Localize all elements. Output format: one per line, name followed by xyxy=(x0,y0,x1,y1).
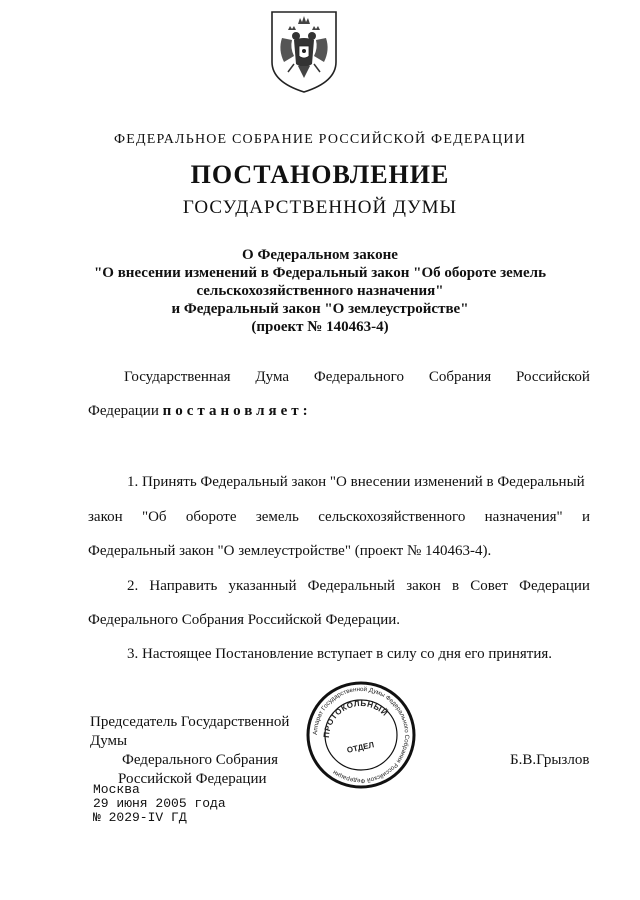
stamp-ring-text: Аппарат Государственной Думы Федерального Собрания Российской Федерации xyxy=(311,685,411,785)
word: Собрания xyxy=(428,369,492,385)
word: сельскохозяйственного xyxy=(318,509,466,525)
word: Государственная xyxy=(124,369,231,385)
subject-line: "О внесении изменений в Федеральный закон "Об обороте земель xyxy=(93,265,547,281)
word: Совет xyxy=(470,578,508,594)
word: в xyxy=(451,578,460,594)
word: Направить xyxy=(149,578,218,594)
preamble-text: Федерации xyxy=(88,403,163,419)
word: указанный xyxy=(228,578,297,594)
signatory-title-line: Федерального Собрания xyxy=(122,752,279,768)
russian-coat-of-arms-icon xyxy=(268,10,340,94)
word: земель xyxy=(255,509,299,525)
item-1-line-3: Федеральный закон "О землеустройстве" (проект № 140463-4). xyxy=(88,543,492,559)
word: закон xyxy=(88,509,123,525)
word: Российской xyxy=(516,369,590,385)
issue-place-date-number xyxy=(93,783,226,825)
subject-line: О Федеральном законе xyxy=(242,247,398,263)
word: Федерального xyxy=(313,369,404,385)
subject-line: (проект № 140463-4) xyxy=(251,319,389,335)
item-2-line-1 xyxy=(127,578,590,595)
word: закон xyxy=(406,578,441,594)
document-issuer: ГОСУДАРСТВЕННОЙ ДУМЫ xyxy=(182,197,458,218)
official-stamp xyxy=(305,680,417,790)
document-number: № 2029-IV ГД xyxy=(93,810,187,825)
preamble-line-1 xyxy=(124,369,590,386)
word: назначения" xyxy=(484,509,563,525)
word: "Об xyxy=(141,509,167,525)
word: Федерации xyxy=(519,578,590,594)
document-type: ПОСТАНОВЛЕНИЕ xyxy=(190,160,450,189)
preamble-line-2 xyxy=(88,403,312,420)
signatory-title xyxy=(90,713,330,789)
item-3-line-1: 3. Настоящее Постановление вступает в силу со дня его принятия. xyxy=(127,646,553,662)
item-2-line-2: Федерального Собрания Российской Федерации. xyxy=(88,612,401,628)
signatory-name: Б.В.Грызлов xyxy=(510,752,590,768)
issue-place: Москва xyxy=(93,782,140,797)
resolves-word: постановляет: xyxy=(162,403,312,419)
issue-date: 29 июня 2005 года xyxy=(93,796,226,811)
word: Дума xyxy=(255,369,290,385)
stamp-inner-text: ПРОТОКОЛЬНЫЙ xyxy=(321,698,390,739)
item-1-line-2 xyxy=(88,509,590,526)
signatory-title-line: Председатель Государственной Думы xyxy=(90,714,290,749)
word: обороте xyxy=(185,509,237,525)
word: Федеральный xyxy=(307,578,396,594)
stamp-center-text: ОТДЕЛ xyxy=(346,740,375,755)
subject-line: и Федеральный закон "О землеустройстве" xyxy=(171,301,469,317)
parliament-name: ФЕДЕРАЛЬНОЕ СОБРАНИЕ РОССИЙСКОЙ ФЕДЕРАЦИИ xyxy=(113,132,527,147)
document-subject xyxy=(0,246,640,336)
item-1-line-1: 1. Принять Федеральный закон "О внесении изменений в Федеральный xyxy=(127,474,585,490)
signatory-title-line: Российской Федерации xyxy=(118,771,267,787)
word: и xyxy=(581,509,590,525)
word: 2. xyxy=(127,578,139,594)
subject-line: сельскохозяйственного назначения" xyxy=(196,283,444,299)
